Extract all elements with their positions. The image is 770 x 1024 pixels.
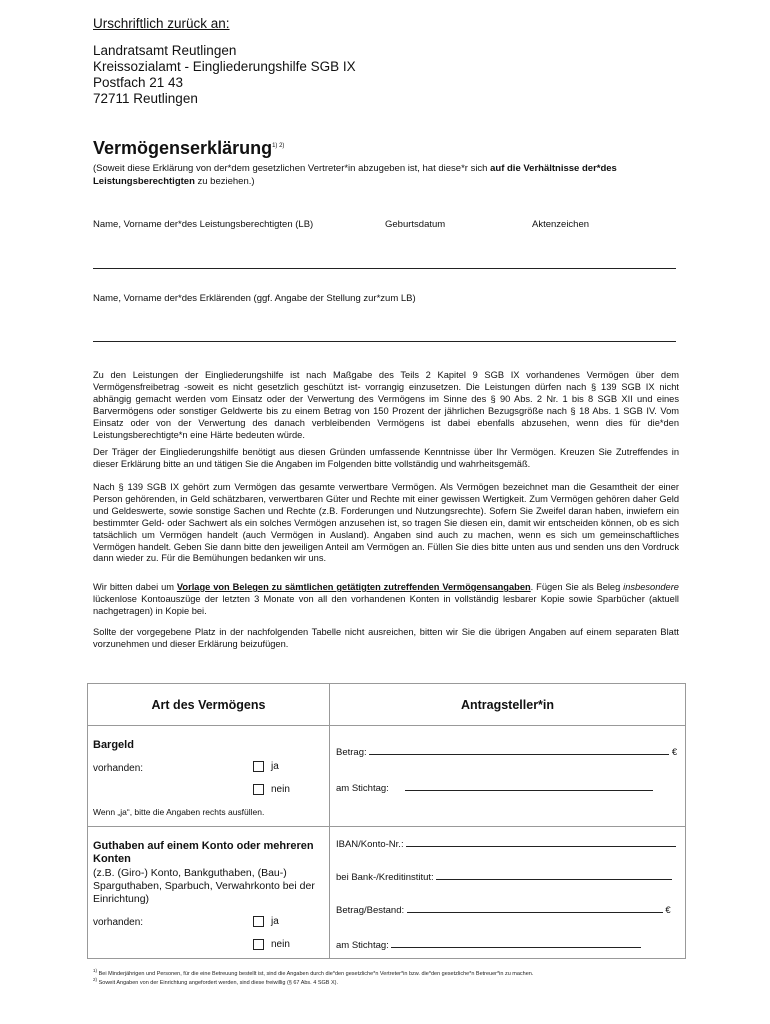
table-header-cell: [330, 684, 686, 726]
cash-amount-field[interactable]: [336, 745, 677, 758]
field-label-lb-name: Name, Vorname der*des Leistungsberechtigten (LB): [93, 219, 314, 230]
address-line: Kreissozialamt - Eingliederungshilfe SGB IX: [93, 59, 356, 74]
evidence-bold-text: Vorlage von Belegen zu sämtlichen getätigten zutreffenden Vermögensangaben: [176, 582, 531, 592]
account-iban-field[interactable]: [336, 837, 676, 850]
cash-no-option[interactable]: [253, 784, 290, 795]
declarant-name-input-line[interactable]: [93, 341, 676, 342]
title-text: Vermögenserklärung: [93, 138, 273, 158]
evidence-italic-text: insbesondere: [623, 582, 679, 592]
cash-date-line[interactable]: [405, 781, 653, 791]
cash-date-field[interactable]: [336, 781, 653, 794]
account-balance-label: Betrag/Bestand:: [336, 905, 405, 916]
paragraph-evidence: [93, 582, 679, 618]
footnote-1-mark: 1): [93, 968, 98, 973]
paragraph-knowledge: Der Träger der Eingliederungshilfe benötigt aus diesen Gründen umfassende Kenntnisse über Ihr Vermögen. Kreuzen Sie Zutreffendes in dieser Erklärung bitte an und tätigen Sie die Angaben im Folgenden bitte vollständig und wahrheitsgemäß.: [93, 447, 679, 469]
account-right-cell: [330, 827, 686, 959]
account-left-cell: [88, 827, 330, 959]
account-balance-line[interactable]: [407, 903, 663, 913]
footnote-2-mark: 2): [93, 977, 98, 982]
table-header-cell: [88, 684, 330, 726]
intro-bold-text: auf die Verhältnisse der*des Leistungsberechtigten: [93, 163, 617, 187]
cash-no-checkbox[interactable]: [253, 784, 264, 795]
account-no-option[interactable]: [253, 939, 290, 950]
title-footnote-marks: 1) 2): [272, 143, 285, 149]
cash-yes-label: ja: [271, 761, 279, 773]
account-bank-label: bei Bank-/Kreditinstitut:: [336, 872, 434, 883]
cash-date-label: am Stichtag:: [336, 783, 389, 794]
field-label-birthdate: Geburtsdatum: [385, 219, 446, 230]
cash-no-label: nein: [271, 784, 290, 796]
intro-text: (Soweit diese Erklärung von der*dem gesetzlichen Vertreter*in abzugeben ist, hat diese*r sich: [93, 163, 491, 174]
account-bank-line[interactable]: [436, 870, 672, 880]
paragraph-extra-sheet: Sollte der vorgegebene Platz in der nachfolgenden Tabelle nicht ausreichen, bitten wir Sie die übrigen Angaben auf einem separaten Blatt vorzunehmen und dieser Erklärung beizufügen.: [93, 627, 679, 649]
address-line: Landratsamt Reutlingen: [93, 43, 237, 58]
evidence-text: Wir bitten dabei um: [93, 582, 177, 592]
account-yes-option[interactable]: [253, 916, 279, 927]
document-title: [93, 138, 284, 159]
evidence-text-3: lückenlose Kontoauszüge der letzten 3 Monate von all den vorhandenen Konten in vollständig lesbarer Kopie sowie Sparbücher (aktuell nachgetragen) in Kopie bei.: [93, 593, 679, 616]
account-balance-field[interactable]: [336, 903, 671, 916]
account-yes-checkbox[interactable]: [253, 916, 264, 927]
cash-left-cell: [88, 726, 330, 827]
intro-note: [93, 162, 683, 188]
intro-text-end: zu beziehen.): [194, 176, 255, 187]
footnote-2-text: Soweit Angaben von der Einrichtung angefordert werden, sind diese freiwillig (§ 67 Abs. 4 SGB X).: [98, 979, 338, 986]
account-title: Guthaben auf einem Konto oder mehreren Konten: [93, 840, 314, 865]
account-bank-field[interactable]: [336, 870, 672, 883]
return-address: [93, 43, 356, 107]
return-address-heading: Urschriftlich zurück an:: [93, 16, 230, 31]
footnote-1-text: Bei Minderjährigen und Personen, für die eine Betreuung bestellt ist, sind die Angaben durch die*den gesetzliche*n Vertreter*in bzw. die*den gesetzliche*n Betreuer*in zu machen.: [98, 970, 534, 977]
cash-currency: €: [671, 747, 678, 758]
account-iban-label: IBAN/Konto-Nr.:: [336, 839, 404, 850]
account-date-line[interactable]: [391, 938, 641, 948]
cash-yes-option[interactable]: [253, 761, 279, 772]
cash-present-label: vorhanden:: [93, 763, 144, 774]
account-yes-label: ja: [271, 916, 279, 928]
field-label-declarant-name: Name, Vorname der*des Erklärenden (ggf. Angabe der Stellung zur*zum LB): [93, 293, 416, 304]
cash-title: Bargeld: [93, 739, 134, 751]
paragraph-asset-usage: Zu den Leistungen der Eingliederungshilfe ist nach Maßgabe des Teils 2 Kapitel 9 SGB IX vorhandenes Vermögen über dem Vermögensfreibetrag -soweit es nicht gesetzlich geschützt ist- vorrangig einzusetzen. Die Leistungen dürfen nach § 139 SGB IX nicht abhängig gemacht werden vom Einsatz oder der Verwertung des Vermögens im Sinne des § 90 Abs. 2 Nr. 1 bis 8 SGB XII und eines Barvermögens oder sonstiger Geldwerte bis zu einem Betrag von 150 Prozent der jährlichen Bezugsgröße nach § 18 Abs. 1 SGB IV. Vom Einsatz oder von der Verwertung des danach verbleibenden Vermögens ist dabei ebenfalls abzusehen, wenn dies für die*den Leistungsberechtigte*n eine Härte bedeuten würde.: [93, 370, 679, 440]
evidence-text-2: . Fügen Sie als Beleg: [530, 582, 624, 592]
cash-note: Wenn „ja“, bitte die Angaben rechts ausfüllen.: [93, 807, 265, 817]
address-line: 72711 Reutlingen: [93, 91, 198, 106]
account-date-field[interactable]: [336, 938, 641, 951]
account-date-label: am Stichtag:: [336, 940, 389, 951]
cash-right-cell: [330, 726, 686, 827]
col-header-applicant: Antragsteller*in: [460, 698, 555, 712]
cash-amount-label: Betrag:: [336, 747, 367, 758]
account-currency: €: [665, 905, 671, 916]
account-present-label: vorhanden:: [93, 917, 144, 928]
account-iban-line[interactable]: [406, 837, 676, 847]
address-line: Postfach 21 43: [93, 75, 184, 90]
field-label-file-number: Aktenzeichen: [532, 219, 590, 230]
assets-table: [87, 683, 686, 959]
col-header-asset-type: Art des Vermögens: [151, 698, 266, 712]
lb-name-input-line[interactable]: [93, 268, 676, 269]
footnote-1: [93, 968, 693, 977]
account-no-checkbox[interactable]: [253, 939, 264, 950]
cash-yes-checkbox[interactable]: [253, 761, 264, 772]
cash-amount-line[interactable]: [369, 745, 669, 755]
footnote-2: [93, 977, 693, 986]
paragraph-definition: Nach § 139 SGB IX gehört zum Vermögen das gesamte verwertbare Vermögen. Als Vermögen bezeichnet man die Gesamtheit der einer Person gehörenden, in Geld schätzbaren, verwertbaren Güter und Rechte mit einer gewissen Wertigkeit. Zum Vermögen gehören daher Geld und Geldeswerte, sowie sonstige Sachen und Rechte (z.B. Forderungen und Nutzungsrechte). Sofern Sie Zweifel daran haben, inwiefern ein bestimmter Geld- oder Sachwert als ein solches Vermögen anzusehen ist, so tragen Sie diesen ein, damit wir entscheiden können, ob es sich tatsächlich um Vermögen handelt (auch Vermögen in Ausland). Angaben sind auch zu machen, wenn es sich um gemeinschaftliches Vermögen handelt. Geben Sie dann bitte den jeweiligen Anteil am Vermögen an. Füllen Sie dies bitte unten aus und senden uns den Vordruck dann wieder zu. Für die Bemühungen bedanken wir uns.: [93, 482, 679, 564]
account-no-label: nein: [271, 939, 290, 951]
account-description: (z.B. (Giro-) Konto, Bankguthaben, (Bau-) Sparguthaben, Sparbuch, Verwahrkonto bei der Einrichtung): [93, 867, 315, 905]
